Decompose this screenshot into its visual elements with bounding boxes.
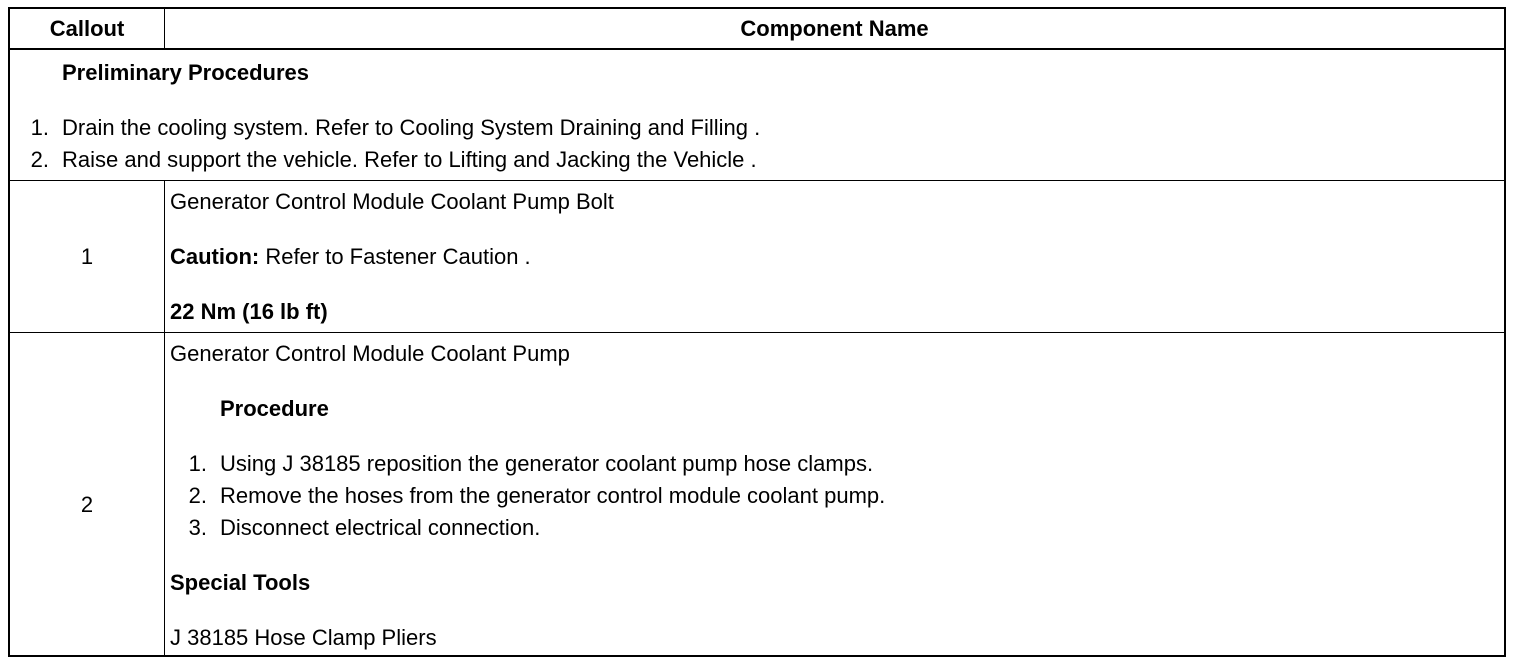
component-name: Generator Control Module Coolant Pump: [170, 341, 570, 366]
table-row: [10, 333, 1504, 657]
component-cell: [165, 181, 1504, 332]
callout-number: 1: [80, 244, 94, 269]
prelim-step-1-text: Drain the cooling system. Refer to Cooling System Draining and Filling .: [62, 115, 761, 140]
preliminary-title: Preliminary Procedures: [62, 60, 310, 85]
prelim-step-2-number: 2.: [30, 147, 49, 172]
special-tools-item: J 38185 Hose Clamp Pliers: [170, 625, 437, 650]
preliminary-procedures-row: [10, 50, 1504, 181]
prelim-step-1-number: 1.: [30, 115, 49, 140]
component-table: [8, 7, 1506, 657]
procedure-step-3-text: Disconnect electrical connection.: [220, 515, 541, 540]
caution-line: [170, 244, 531, 270]
component-name-header: Component Name: [740, 15, 929, 41]
procedure-step-1-number: 1.: [188, 451, 207, 476]
procedure-step-2-text: Remove the hoses from the generator control module coolant pump.: [220, 483, 886, 508]
table-row: [10, 181, 1504, 333]
caution-label: Caution:: [170, 244, 260, 269]
procedure-step-3-number: 3.: [188, 515, 207, 540]
torque-spec: 22 Nm (16 lb ft): [170, 299, 328, 324]
component-cell: [165, 333, 1504, 657]
procedure-step-2-number: 2.: [188, 483, 207, 508]
component-name: Generator Control Module Coolant Pump Bolt: [170, 189, 614, 214]
callout-cell: [10, 333, 165, 657]
callout-header: Callout: [10, 9, 165, 48]
table-header-row: [10, 9, 1504, 50]
prelim-step-2-text: Raise and support the vehicle. Refer to Lifting and Jacking the Vehicle .: [62, 147, 757, 172]
procedure-step-1-text: Using J 38185 reposition the generator coolant pump hose clamps.: [220, 451, 874, 476]
special-tools-title: Special Tools: [170, 570, 311, 595]
callout-number: 2: [80, 492, 94, 517]
procedure-title: Procedure: [220, 396, 329, 421]
callout-cell: [10, 181, 165, 332]
caution-text: Refer to Fastener Caution .: [259, 244, 531, 269]
